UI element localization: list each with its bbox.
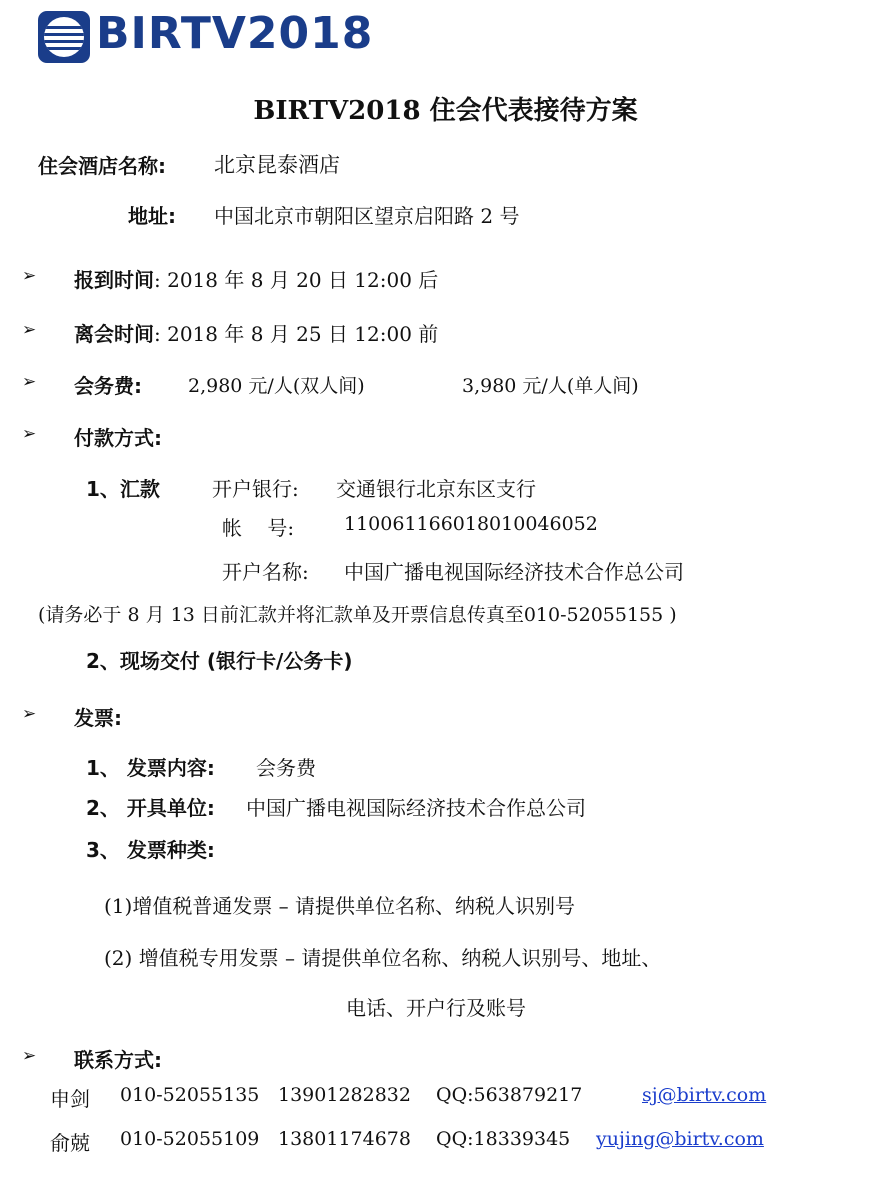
- contact-mobile: 13901282832: [278, 1084, 411, 1106]
- arrow-bullet-icon: ➢: [22, 1046, 37, 1066]
- page-title: BIRTV2018 住会代表接待方案: [253, 96, 638, 126]
- account-number: 110061166018010046052: [344, 513, 598, 535]
- checkout-label: 离会时间: [74, 322, 154, 346]
- fee-single: 3,980 元/人(单人间): [462, 375, 639, 397]
- bank-label: 开户银行:: [212, 477, 299, 501]
- contact-mobile: 13801174678: [278, 1128, 411, 1150]
- arrow-bullet-icon: ➢: [22, 266, 37, 286]
- payment-label: 付款方式:: [74, 426, 162, 450]
- contacts-label: 联系方式:: [74, 1048, 162, 1072]
- onsite-payment: 2、现场交付 (银行卡/公务卡): [86, 649, 353, 673]
- logo-text: BIRTV2018: [96, 8, 374, 59]
- checkin-label: 报到时间: [74, 268, 154, 292]
- hotel-name-label: 住会酒店名称:: [38, 154, 166, 178]
- contact-qq: QQ:18339345: [436, 1128, 571, 1150]
- invoice-label: 发票:: [74, 706, 122, 730]
- bank-name: 交通银行北京东区支行: [336, 477, 536, 501]
- contact-name: 申剑: [50, 1087, 90, 1111]
- holder-name: 中国广播电视国际经济技术合作总公司: [344, 560, 684, 584]
- checkout-line: [74, 318, 438, 347]
- contact-phone: 010-52055135: [120, 1084, 260, 1106]
- arrow-bullet-icon: ➢: [22, 320, 37, 340]
- contact-email-link[interactable]: yujing@birtv.com: [596, 1128, 764, 1150]
- checkout-value: : 2018 年 8 月 25 日 12:00 前: [154, 322, 439, 346]
- contact-email-link[interactable]: sj@birtv.com: [642, 1084, 767, 1106]
- invoice-issuer: 中国广播电视国际经济技术合作总公司: [246, 796, 586, 820]
- checkin-value: : 2018 年 8 月 20 日 12:00 后: [154, 268, 439, 292]
- fee-double: 2,980 元/人(双人间): [188, 375, 365, 397]
- payment-note: (请务必于 8 月 13 日前汇款并将汇款单及开票信息传真至010-52055155 ): [38, 604, 677, 626]
- hotel-name: 北京昆泰酒店: [214, 153, 340, 177]
- arrow-bullet-icon: ➢: [22, 424, 37, 444]
- invoice-content-label: 1、 发票内容:: [86, 756, 215, 780]
- transfer-label: 1、汇款: [86, 477, 160, 501]
- contact-name: 俞兢: [50, 1131, 90, 1155]
- checkin-line: [74, 264, 438, 293]
- contact-qq: QQ:563879217: [436, 1084, 583, 1106]
- invoice-type-2-cont: 电话、开户行及账号: [346, 996, 526, 1020]
- account-label: 帐 号:: [222, 516, 295, 540]
- invoice-issuer-label: 2、 开具单位:: [86, 796, 215, 820]
- fee-label: 会务费:: [74, 374, 142, 398]
- invoice-type-label: 3、 发票种类:: [86, 838, 215, 862]
- birtv-logo-icon: [38, 11, 90, 63]
- invoice-type-2: (2) 增值税专用发票 – 请提供单位名称、纳税人识别号、地址、: [104, 946, 662, 970]
- arrow-bullet-icon: ➢: [22, 704, 37, 724]
- arrow-bullet-icon: ➢: [22, 372, 37, 392]
- invoice-content: 会务费: [256, 756, 316, 780]
- hotel-address: 中国北京市朝阳区望京启阳路 2 号: [214, 204, 520, 228]
- contact-phone: 010-52055109: [120, 1128, 260, 1150]
- holder-label: 开户名称:: [222, 560, 309, 584]
- hotel-address-label: 地址:: [128, 204, 176, 228]
- invoice-type-1: (1)增值税普通发票 – 请提供单位名称、纳税人识别号: [104, 894, 576, 918]
